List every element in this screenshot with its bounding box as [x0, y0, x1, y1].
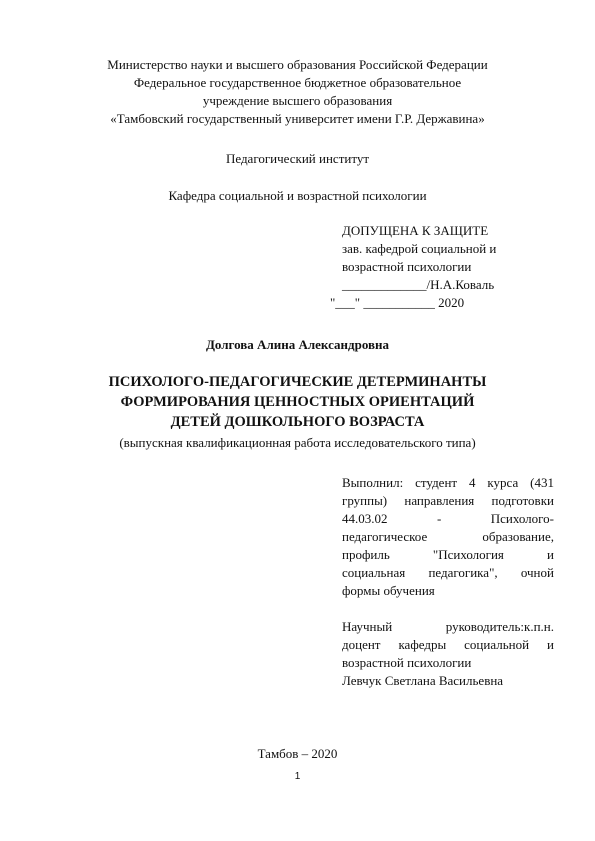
word: Психолого-	[490, 511, 554, 526]
page-number: 1	[294, 771, 301, 782]
author-name: Долгова Алина Александровна	[205, 337, 390, 352]
ministry-line: «Тамбовский государственный университет имени Г.Р. Державина»	[110, 111, 485, 126]
word: и	[547, 547, 554, 562]
word: доцент	[342, 637, 381, 652]
approval-heading: ДОПУЩЕНА К ЗАЩИТЕ	[342, 223, 489, 238]
word: педагогика",	[428, 565, 498, 580]
word: курса	[487, 475, 519, 490]
title-line: ПСИХОЛОГО-ПЕДАГОГИЧЕСКИЕ ДЕТЕРМИНАНТЫ	[108, 374, 487, 390]
word: руководитель:к.п.н.	[445, 619, 554, 634]
word: (431	[530, 475, 554, 490]
word: и	[547, 637, 554, 652]
supervisor-line	[342, 636, 554, 654]
word: подготовки	[491, 493, 554, 508]
word: педагогическое	[342, 529, 428, 544]
approval-signature: _____________/Н.А.Коваль	[342, 277, 495, 292]
supervisor-line: возрастной психологии	[342, 655, 472, 670]
word: студент	[415, 475, 458, 490]
institute-name: Педагогический институт	[225, 151, 370, 166]
completed-line	[342, 510, 554, 528]
word: -	[436, 511, 442, 526]
completed-line	[342, 492, 554, 510]
word: 44.03.02	[342, 511, 388, 526]
thesis-title	[0, 372, 595, 432]
word: профиль	[342, 547, 390, 562]
word: социальной	[464, 637, 530, 652]
supervisor-name: Левчук Светлана Васильевна	[342, 673, 504, 688]
approval-line: зав. кафедрой социальной и	[342, 241, 497, 256]
ministry-line: учреждение высшего образования	[202, 93, 393, 108]
word: кафедры	[398, 637, 447, 652]
thesis-subtitle: (выпускная квалификационная работа исследовательского типа)	[119, 435, 476, 450]
approval-line: возрастной психологии	[342, 259, 472, 274]
word: Выполнил:	[342, 475, 404, 490]
ministry-line: Министерство науки и высшего образования Российской Федерации	[107, 57, 488, 72]
word: образование,	[482, 529, 554, 544]
approval-date: "___" ___________ 2020	[330, 295, 465, 310]
city-year: Тамбов – 2020	[257, 746, 338, 761]
completed-line	[342, 564, 554, 582]
ministry-line: Федеральное государственное бюджетное образовательное	[133, 75, 462, 90]
spacer	[342, 600, 554, 618]
word: очной	[520, 565, 554, 580]
word: "Психология	[432, 547, 504, 562]
word: Научный	[342, 619, 393, 634]
word: 4	[469, 475, 476, 490]
department-name: Кафедра социальной и возрастной психологии	[168, 188, 427, 203]
approval-block	[330, 222, 542, 312]
completed-line	[342, 528, 554, 546]
title-line: ФОРМИРОВАНИЯ ЦЕННОСТНЫХ ОРИЕНТАЦИЙ	[120, 394, 475, 410]
completed-line	[342, 474, 554, 492]
word: направления	[404, 493, 475, 508]
word: группы)	[342, 493, 388, 508]
completed-line: формы обучения	[342, 583, 435, 598]
completed-line	[342, 546, 554, 564]
supervisor-line	[342, 618, 554, 636]
title-line: ДЕТЕЙ ДОШКОЛЬНОГО ВОЗРАСТА	[170, 414, 425, 430]
completed-by-block	[342, 474, 554, 690]
ministry-block	[0, 56, 595, 128]
word: социальная	[342, 565, 406, 580]
